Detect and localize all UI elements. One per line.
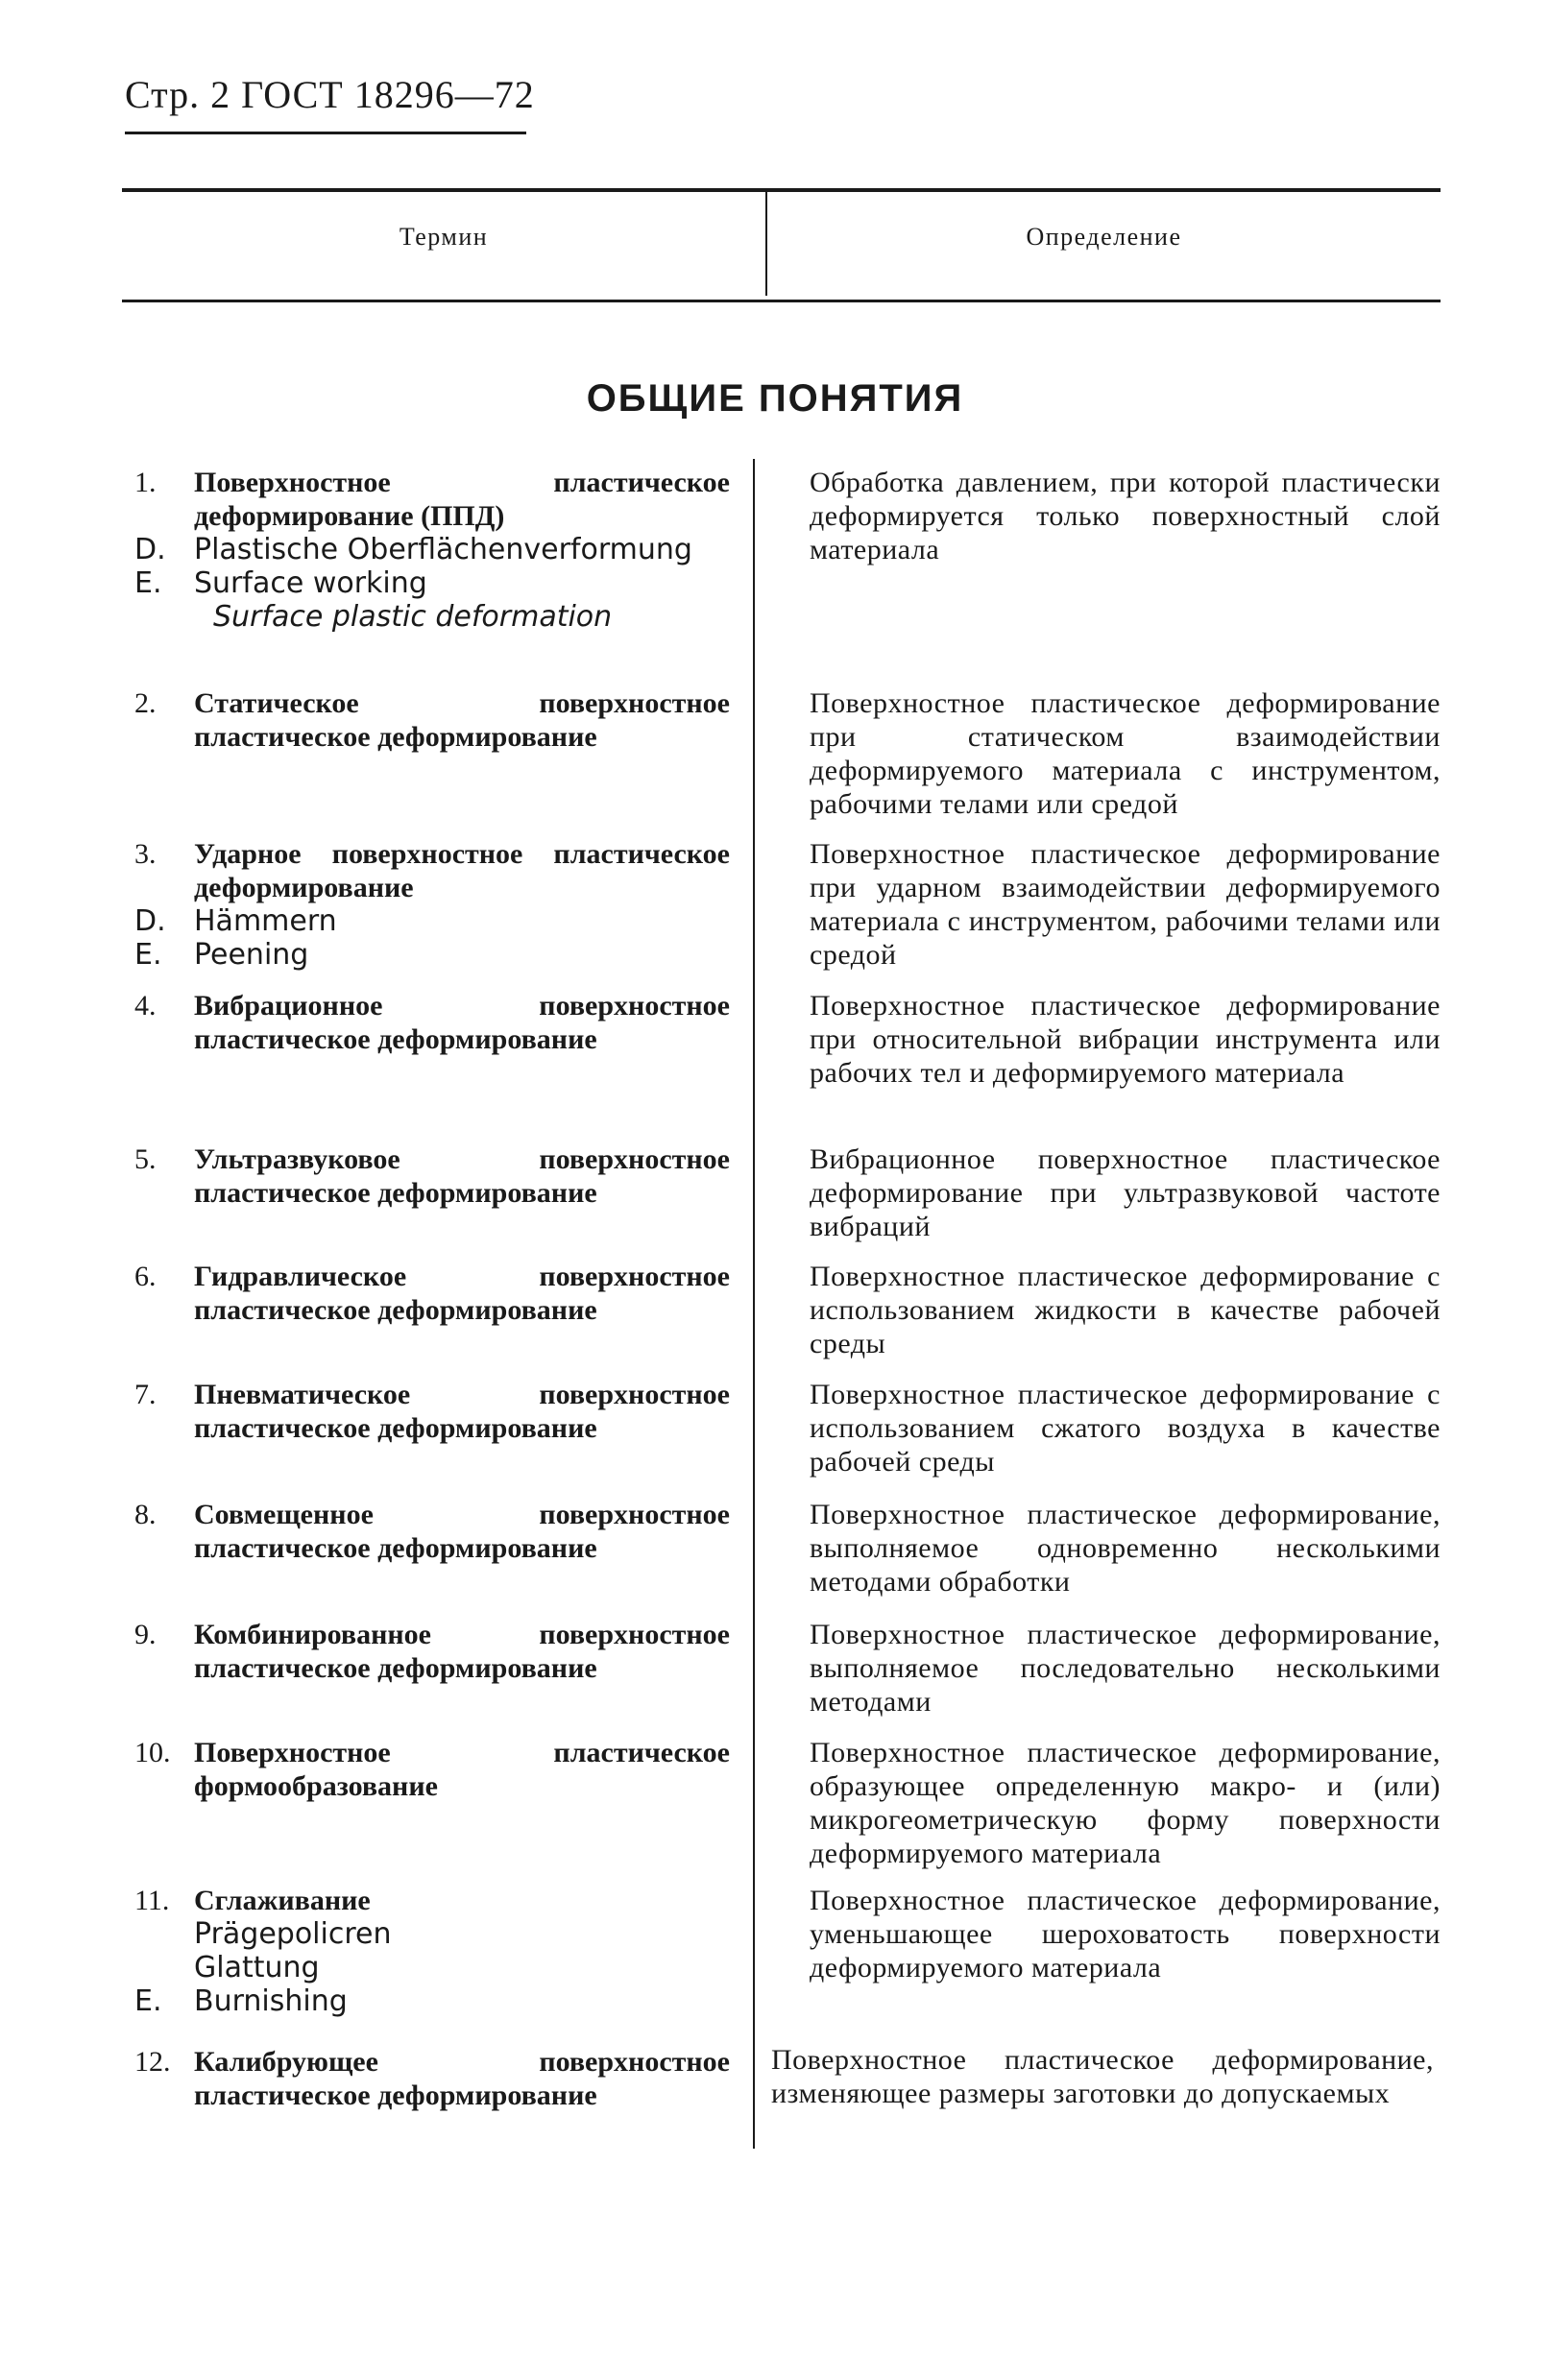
- term-entry: [134, 1498, 730, 1565]
- term-entry: [134, 466, 730, 634]
- term-definition: Поверхностное пластическое деформирование при относительной вибрации инструмента или рабочих тел и деформируемого материала: [810, 990, 1441, 1089]
- foreign-equivalent: [134, 566, 730, 600]
- term-number: 6.: [134, 1261, 157, 1292]
- section-title: ОБЩИЕ ПОНЯТИЯ: [586, 377, 964, 420]
- term-entry: [134, 837, 730, 972]
- term-definition: Поверхностное пластическое деформирование, выполняемое одновременно несколькими методами обработки: [810, 1499, 1441, 1598]
- term-name: Ударное поверхностное пластическое деформирование: [194, 838, 730, 903]
- language-code: E.: [134, 938, 162, 972]
- term-name: Совмещенное поверхностное пластическое деформирование: [194, 1499, 730, 1564]
- term-definition: Поверхностное пластическое деформирование, выполняемое последовательно несколькими методами: [810, 1619, 1441, 1718]
- term-number: 9.: [134, 1619, 157, 1650]
- term-name: Поверхностное пластическое формообразование: [194, 1737, 730, 1802]
- term-definition: Обработка давлением, при которой пластически деформируется только поверхностный слой материала: [810, 467, 1441, 565]
- term-definition: Поверхностное пластическое деформирование, образующее определенную макро- и (или) микрогеометрическую форму поверхности деформируемого материала: [810, 1737, 1441, 1869]
- term-entry: [134, 1736, 730, 1803]
- term-entry: [134, 989, 730, 1056]
- term-number: 5.: [134, 1143, 157, 1175]
- term-number: 3.: [134, 838, 157, 870]
- foreign-equivalent: [134, 1984, 730, 2018]
- term-entry: [134, 2045, 730, 2112]
- term-definition: Вибрационное поверхностное пластическое деформирование при ультразвуковой частоте вибраций: [810, 1143, 1441, 1242]
- foreign-equivalent: [134, 904, 730, 938]
- table-header-rule: [122, 300, 1441, 302]
- definition-column-header: Определение: [1026, 223, 1182, 251]
- term-name: Гидравлическое поверхностное пластическое деформирование: [194, 1261, 730, 1326]
- term-number: 11.: [134, 1885, 170, 1916]
- foreign-term: Hämmern: [194, 904, 337, 938]
- term-name: Пневматическое поверхностное пластическое деформирование: [194, 1379, 730, 1444]
- term-entry: [134, 1260, 730, 1327]
- header-underline: [125, 132, 526, 134]
- term-number: 1.: [134, 467, 157, 498]
- term-column-header: Термин: [399, 223, 489, 251]
- term-name: Калибрующее поверхностное пластическое деформирование: [194, 2046, 730, 2111]
- term-entry: [134, 1618, 730, 1685]
- term-definition: Поверхностное пластическое деформирование, изменяющее размеры заготовки до допускаемых: [771, 2044, 1434, 2109]
- term-definition: Поверхностное пластическое деформирование с использованием жидкости в качестве рабочей среды: [810, 1261, 1441, 1359]
- foreign-equivalent: [134, 938, 730, 972]
- term-name: Сглаживание: [194, 1885, 371, 1916]
- term-number: 2.: [134, 687, 157, 719]
- term-entry: [134, 1884, 730, 2018]
- term-name: Поверхностное пластическое деформирование (ППД): [194, 467, 730, 532]
- term-number: 10.: [134, 1737, 171, 1768]
- language-code: D.: [134, 904, 166, 938]
- term-number: 12.: [134, 2046, 171, 2078]
- foreign-term: Peening: [194, 938, 309, 972]
- language-code: D.: [134, 533, 166, 566]
- term-name: Статическое поверхностное пластическое деформирование: [194, 687, 730, 753]
- term-entry: [134, 1378, 730, 1445]
- foreign-term: Burnishing: [194, 1984, 348, 2018]
- term-entry: [134, 686, 730, 754]
- foreign-equivalent: Surface plastic deformation: [213, 600, 613, 634]
- foreign-equivalent: [134, 533, 730, 566]
- page-header: Стр. 2 ГОСТ 18296—72: [125, 73, 535, 116]
- term-definition: Поверхностное пластическое деформирование с использованием сжатого воздуха в качестве рабочей среды: [810, 1379, 1441, 1478]
- foreign-term: Surface working: [194, 566, 427, 600]
- language-code: E.: [134, 566, 162, 600]
- column-divider: [753, 459, 755, 2149]
- term-name: Комбинированное поверхностное пластическое деформирование: [194, 1619, 730, 1684]
- term-number: 8.: [134, 1499, 157, 1530]
- term-name: Вибрационное поверхностное пластическое деформирование: [194, 990, 730, 1055]
- term-name: Ультразвуковое поверхностное пластическое деформирование: [194, 1143, 730, 1209]
- language-code: E.: [134, 1984, 162, 2018]
- table-top-rule: [122, 188, 1441, 192]
- foreign-equivalent: Prägepolicren: [194, 1917, 392, 1951]
- term-definition: Поверхностное пластическое деформирование при статическом взаимодействии деформируемого материала с инструментом, рабочими телами или средой: [810, 687, 1441, 820]
- term-number: 7.: [134, 1379, 157, 1410]
- term-number: 4.: [134, 990, 157, 1022]
- term-definition: Поверхностное пластическое деформирование при ударном взаимодействии деформируемого материала с инструментом, рабочими телами или средой: [810, 838, 1441, 971]
- foreign-term: Plastische Oberflächenverformung: [194, 533, 692, 566]
- term-entry: [134, 1142, 730, 1210]
- term-definition: Поверхностное пластическое деформирование, уменьшающее шероховатость поверхности деформируемого материала: [810, 1885, 1441, 1983]
- foreign-equivalent: Glattung: [194, 1951, 320, 1984]
